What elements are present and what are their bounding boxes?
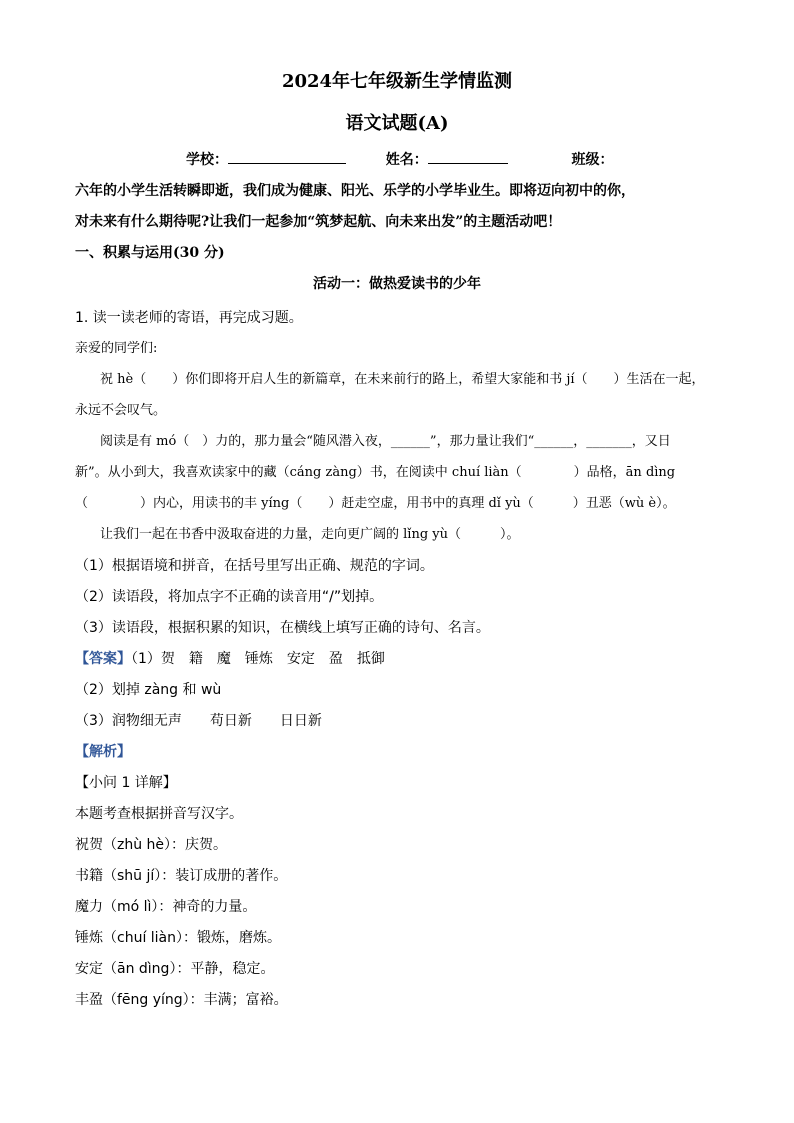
activity-title: 活动一：做热爱读书的少年 [313,276,481,292]
section-title: 一、积累与运用(30 分) [75,245,225,261]
sub-question-2: （2）读语段，将加点字不正确的读音用“/”划掉。 [75,589,384,605]
analysis-item: 安定（ān dìng）：平静，稳定。 [75,961,275,977]
school-blank[interactable] [228,151,346,164]
analysis-item: 魔力（mó lì）：神奇的力量。 [75,899,257,915]
intro-line-1: 六年的小学生活转瞬即逝，我们成为健康、阳光、乐学的小学毕业生。即将迈向初中的你， [75,183,635,199]
analysis-item: 祝贺（zhù hè）：庆贺。 [75,837,228,853]
letter-paragraph-2b: 新”。从小到大，我喜欢读家中的藏（cáng zàng）书，在阅读中 chuí liàn（ ）品格，ān dìng [75,465,676,480]
letter-paragraph-2a: 阅读是有 mó（ ）力的，那力量会“随风潜入夜，______”，那力量让我们“______，_______，又日 [100,434,671,449]
answer-1: （1）贺 籍 魔 锤炼 安定 盈 抵御 [131,651,385,667]
letter-paragraph-1a: 祝 hè（ ）你们即将开启人生的新篇章，在未来前行的路上，希望大家能和书 jí（ ）生活在一起， [100,372,705,387]
school-label: 学校： [186,152,228,168]
analysis-item: 丰盈（fēng yíng）：丰满；富裕。 [75,992,288,1008]
answer-label: 【答案】 [75,651,131,667]
analysis-label: 【解析】 [75,744,131,760]
analysis-intro: 本题考查根据拼音写汉字。 [75,806,243,822]
analysis-item: 书籍（shū jí）：装订成册的著作。 [75,868,288,884]
letter-paragraph-3: 让我们一起在书香中汲取奋进的力量，走向更广阔的 lǐng yù（ ）。 [100,527,520,542]
class-label: 班级： [571,152,614,168]
sub-question-3: （3）读语段，根据积累的知识，在横线上填写正确的诗句、名言。 [75,620,490,636]
analysis-item: 锤炼（chuí liàn）：锻炼，磨炼。 [75,930,282,946]
info-row [186,151,614,167]
question-stem: 1. 读一读老师的寄语，再完成习题。 [75,310,303,326]
sub-question-1: （1）根据语境和拼音，在括号里写出正确、规范的字词。 [75,558,434,574]
letter-greeting: 亲爱的同学们: [75,341,158,356]
intro-line-2: 对未来有什么期待呢?让我们一起参加“筑梦起航、向未来出发”的主题活动吧！ [75,214,562,230]
page-subtitle: 语文试题(A) [345,113,449,134]
page-title: 2024年七年级新生学情监测 [281,71,513,92]
name-blank[interactable] [428,151,508,164]
answer-3: （3）润物细无声 苟日新 日日新 [75,713,322,729]
answer-row-1 [75,652,385,666]
analysis-sub-label: 【小问 1 详解】 [75,775,177,791]
letter-paragraph-2c: （ ）内心，用读书的丰 yíng（ ）赶走空虚，用书中的真理 dǐ yù（ ）丑恶（wù è）。 [75,496,676,511]
answer-2: （2）划掉 zàng 和 wù [75,682,222,698]
letter-paragraph-1b: 永远不会叹气。 [75,403,167,418]
name-label: 姓名： [385,152,428,168]
